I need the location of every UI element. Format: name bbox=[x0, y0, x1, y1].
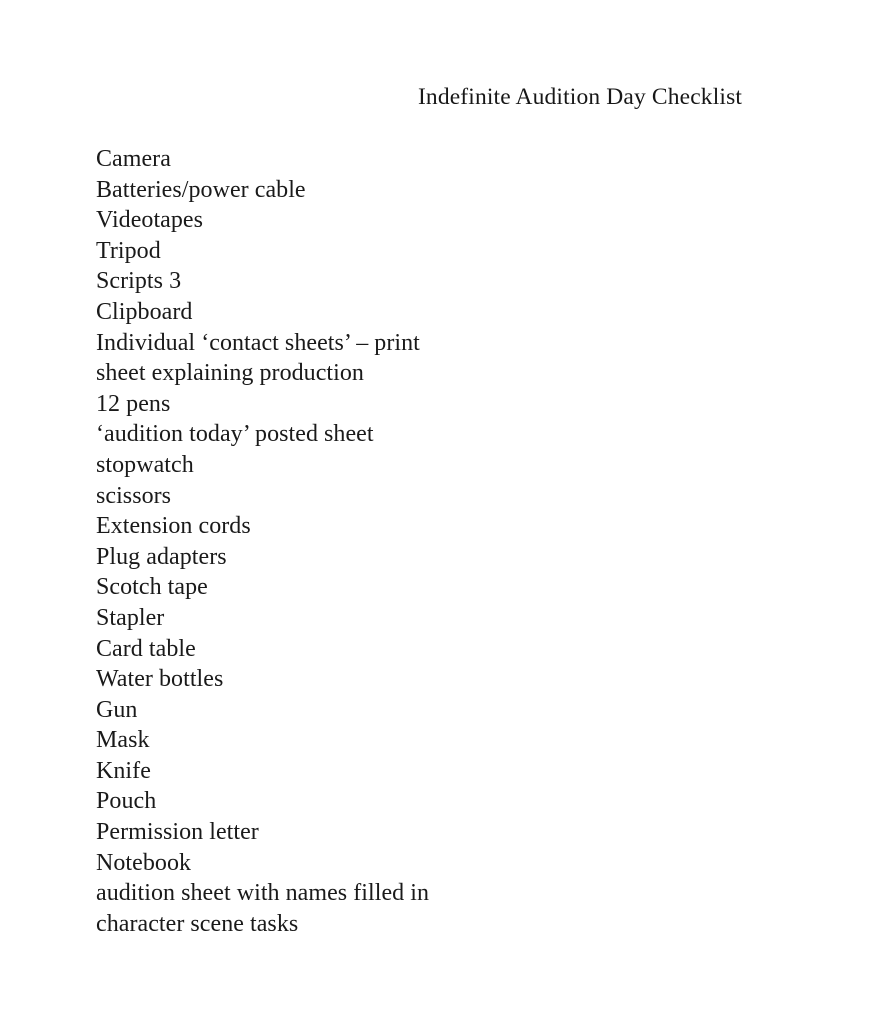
checklist-item: Tripod bbox=[96, 237, 161, 264]
checklist-item: Extension cords bbox=[96, 513, 251, 540]
checklist-item: Gun bbox=[96, 696, 138, 723]
checklist-item: sheet explaining production bbox=[96, 360, 364, 387]
checklist-item: scissors bbox=[96, 482, 172, 509]
checklist-item: Individual ‘contact sheets’ – print bbox=[96, 329, 420, 356]
checklist-item: Batteries/power cable bbox=[96, 176, 306, 203]
checklist-item: Notebook bbox=[96, 849, 192, 876]
checklist-item: Stapler bbox=[96, 604, 165, 631]
checklist-item: stopwatch bbox=[96, 451, 194, 478]
checklist-item: ‘audition today’ posted sheet bbox=[96, 421, 374, 448]
checklist-item: Mask bbox=[96, 727, 150, 754]
checklist-item: character scene tasks bbox=[96, 910, 299, 937]
page-title: Indefinite Audition Day Checklist bbox=[417, 84, 743, 110]
checklist-item: Scotch tape bbox=[96, 574, 208, 601]
checklist-item: Card table bbox=[96, 635, 196, 662]
checklist-item: Scripts 3 bbox=[96, 268, 182, 295]
checklist-item: Clipboard bbox=[96, 298, 193, 325]
checklist-item: Permission letter bbox=[96, 819, 259, 846]
checklist-item: Videotapes bbox=[96, 207, 204, 234]
checklist-item: Plug adapters bbox=[96, 543, 227, 570]
checklist-item: Knife bbox=[96, 757, 151, 784]
checklist-item: Water bottles bbox=[96, 666, 224, 693]
checklist-item: Camera bbox=[96, 146, 171, 172]
checklist-item: Pouch bbox=[96, 788, 157, 815]
checklist-item: audition sheet with names filled in bbox=[96, 880, 430, 907]
checklist bbox=[96, 144, 796, 939]
checklist-item: 12 pens bbox=[96, 390, 171, 417]
